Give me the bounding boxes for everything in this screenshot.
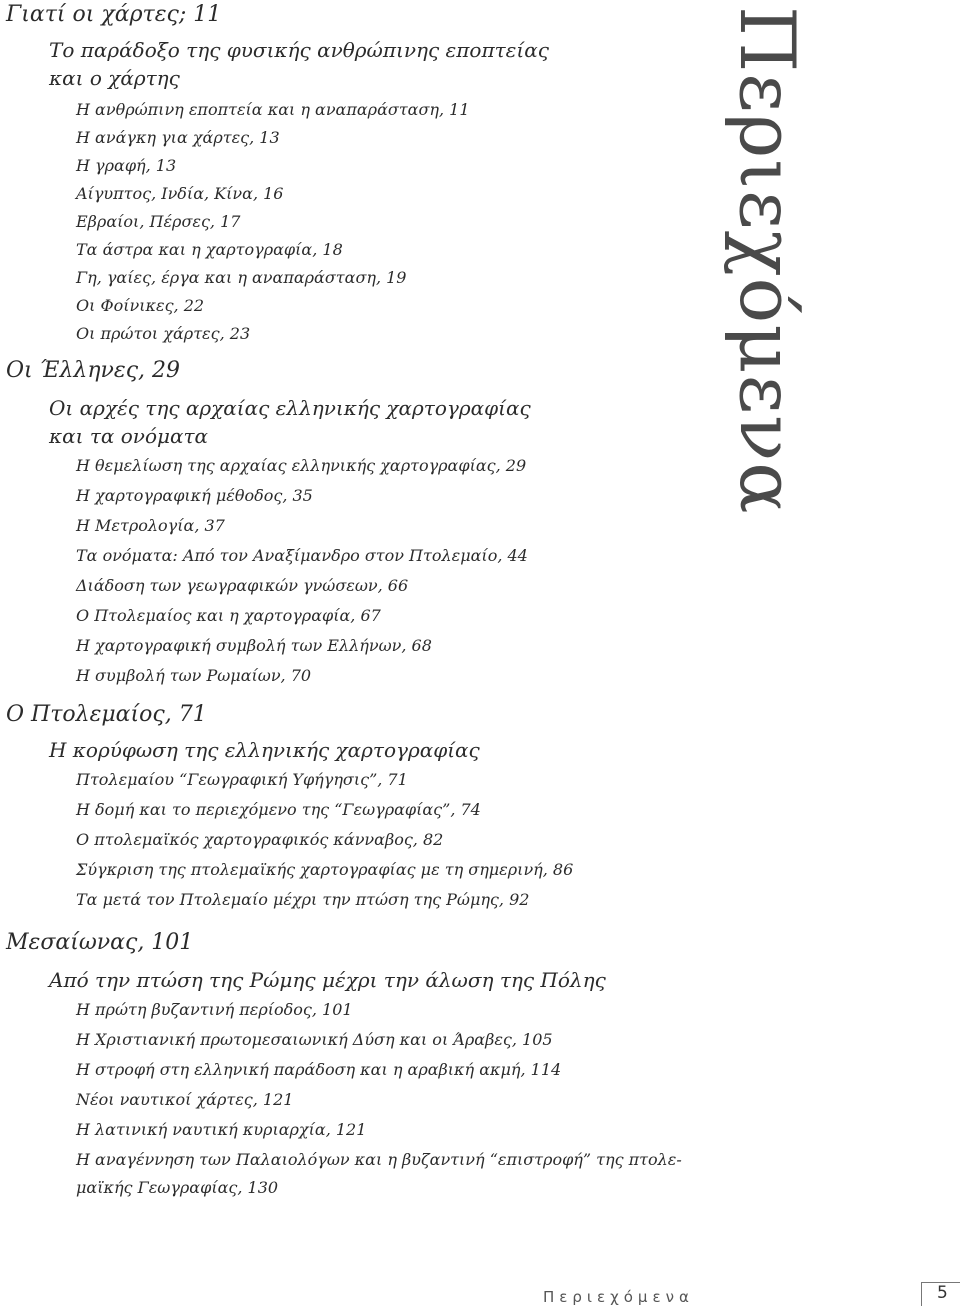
toc-entry: Τα μετά τον Πτολεμαίο μέχρι την πτώση της Ρώμης, 92 [76,890,530,909]
toc-entry: Πτολεμαίου “Γεωγραφική Υφήγησις”, 71 [76,770,408,789]
chapter-title: Ο Πτολεμαίος, 71 [6,702,207,727]
toc-entry: Διάδοση των γεωγραφικών γνώσεων, 66 [76,576,409,595]
toc-entry: Η συμβολή των Ρωμαίων, 70 [76,666,312,685]
toc-entry: Η χαρτογραφική μέθοδος, 35 [76,486,313,505]
section-subtitle: Από την πτώση της Ρώμης μέχρι την άλωση της Πόλης [49,968,606,992]
page-number: 5 [937,1283,948,1303]
toc-entry: Εβραίοι, Πέρσες, 17 [76,212,241,231]
chapter-title: Οι Έλληνες, 29 [6,358,181,383]
toc-entry: Οι πρώτοι χάρτες, 23 [76,324,251,343]
toc-entry: Η δομή και το περιεχόμενο της “Γεωγραφίας”, 74 [76,800,481,819]
toc-entry: Η πρώτη βυζαντινή περίοδος, 101 [76,1000,353,1019]
side-title [715,6,815,515]
footer-rule-vertical [921,1282,922,1306]
toc-entry: Η ανάγκη για χάρτες, 13 [76,128,280,147]
toc-entry: Τα ονόματα: Από τον Αναξίμανδρο στον Πτολεμαίο, 44 [76,546,528,565]
toc-entry: Η Μετρολογία, 37 [76,516,225,535]
section-subtitle: Η κορύφωση της ελληνικής χαρτογραφίας [49,738,480,762]
toc-entry: Οι Φοίνικες, 22 [76,296,205,315]
toc-entry: Η λατινική ναυτική κυριαρχία, 121 [76,1120,367,1139]
toc-entry: Η Χριστιανική πρωτομεσαιωνική Δύση και οι Άραβες, 105 [76,1030,553,1049]
toc-entry: Η αναγέννηση των Παλαιολόγων και η βυζαντινή “επιστροφή” της πτολε- [76,1150,682,1169]
chapter-title: Γιατί οι χάρτες; 11 [6,2,222,27]
chapter-title: Μεσαίωνας, 101 [6,930,194,955]
side-title-text: Περιεχόμενα [723,6,812,515]
toc-entry: Νέοι ναυτικοί χάρτες, 121 [76,1090,294,1109]
section-subtitle: και ο χάρτης [49,66,180,90]
toc-entry: Αίγυπτος, Ινδία, Κίνα, 16 [76,184,284,203]
toc-entry: Η χαρτογραφική συμβολή των Ελλήνων, 68 [76,636,432,655]
toc-entry: Τα άστρα και η χαρτογραφία, 18 [76,240,343,259]
toc-entry: Η θεμελίωση της αρχαίας ελληνικής χαρτογραφίας, 29 [76,456,527,475]
section-subtitle: Οι αρχές της αρχαίας ελληνικής χαρτογραφίας [49,396,531,420]
toc-entry: Η στροφή στη ελληνική παράδοση και η αραβική ακμή, 114 [76,1060,562,1079]
toc-entry: Ο Πτολεμαίος και η χαρτογραφία, 67 [76,606,381,625]
running-footer: Περιεχόμενα [543,1288,694,1306]
section-subtitle: Το παράδοξο της φυσικής ανθρώπινης εποπτείας [49,38,549,62]
toc-entry: μαϊκής Γεωγραφίας, 130 [76,1178,279,1197]
toc-entry: Η γραφή, 13 [76,156,177,175]
toc-entry: Η ανθρώπινη εποπτεία και η αναπαράσταση, 11 [76,100,470,119]
toc-entry: Γη, γαίες, έργα και η αναπαράσταση, 19 [76,268,407,287]
section-subtitle: και τα ονόματα [49,424,209,448]
toc-entry: Ο πτολεμαϊκός χαρτογραφικός κάνναβος, 82 [76,830,444,849]
toc-entry: Σύγκριση της πτολεμαϊκής χαρτογραφίας με τη σημερινή, 86 [76,860,574,879]
